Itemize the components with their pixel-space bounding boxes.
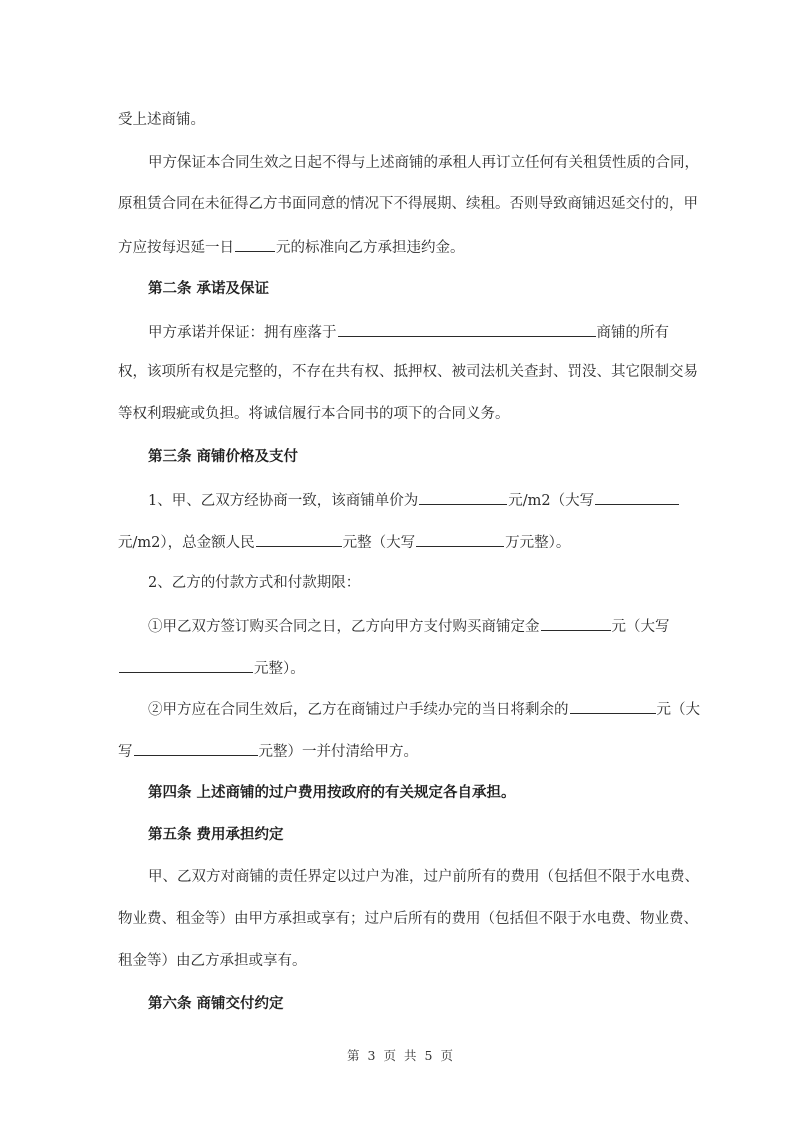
text-segment: 元整）一并付清给甲方。 bbox=[258, 744, 418, 760]
footer-prefix: 第 bbox=[347, 1048, 360, 1063]
paragraph-line bbox=[148, 698, 700, 720]
article-6-heading: 第六条 商铺交付约定 bbox=[148, 995, 284, 1012]
paragraph-line: 原租赁合同在未征得乙方书面同意的情况下不得展期、续租。否则导致商铺迟延交付的，甲 bbox=[118, 196, 698, 212]
fill-in-blank[interactable] bbox=[595, 489, 679, 505]
page-footer bbox=[0, 1047, 800, 1065]
fill-in-blank[interactable] bbox=[541, 615, 611, 631]
text-segment: 元（大 bbox=[656, 702, 700, 718]
paragraph-line bbox=[118, 236, 688, 258]
paragraph-line: 权，该项所有权是完整的，不存在共有权、抵押权、被司法机关查封、罚没、其它限制交易 bbox=[118, 364, 698, 380]
text-segment: 元的标准向乙方承担违约金。 bbox=[276, 240, 465, 256]
fill-in-blank[interactable] bbox=[134, 740, 258, 756]
footer-suffix: 页 bbox=[440, 1048, 453, 1063]
paragraph-line: 物业费、租金等）由甲方承担或享有；过户后所有的费用（包括但不限于水电费、物业费、 bbox=[118, 911, 698, 927]
text-segment: ②甲方应在合同生效后，乙方在商铺过户手续办完的当日将剩余的 bbox=[148, 702, 569, 718]
fill-in-blank[interactable] bbox=[419, 489, 507, 505]
text-segment: 写 bbox=[118, 744, 133, 760]
text-segment: 元/m2（大写 bbox=[508, 493, 595, 509]
fill-in-blank[interactable] bbox=[256, 531, 342, 547]
footer-total-word: 共 bbox=[404, 1048, 417, 1063]
article-5-heading: 第五条 费用承担约定 bbox=[148, 826, 284, 843]
text-segment: 甲方承诺并保证：拥有座落于 bbox=[148, 325, 337, 341]
paragraph-line bbox=[148, 489, 688, 511]
fill-in-blank[interactable] bbox=[235, 236, 275, 252]
text-segment: 元（大写 bbox=[611, 619, 670, 635]
article-2-heading: 第二条 承诺及保证 bbox=[148, 280, 270, 297]
text-segment: ①甲乙双方签订购买合同之日，乙方向甲方支付购买商铺定金 bbox=[148, 619, 540, 635]
paragraph-line bbox=[148, 321, 688, 343]
paragraph-line: 等权利瑕疵或负担。将诚信履行本合同书的项下的合同义务。 bbox=[118, 406, 510, 422]
fill-in-blank[interactable] bbox=[119, 657, 253, 673]
text-segment: 元整（大写 bbox=[342, 535, 416, 551]
text-segment: 元整）。 bbox=[254, 661, 305, 677]
paragraph-line bbox=[118, 657, 688, 679]
paragraph-line bbox=[118, 740, 688, 762]
text-segment: 商铺的所有 bbox=[596, 325, 669, 341]
article-3-heading: 第三条 商铺价格及支付 bbox=[148, 448, 299, 465]
paragraph-line: 甲、乙双方对商铺的责任界定以过户为准，过户前所有的费用（包括但不限于水电费、 bbox=[148, 869, 699, 885]
article-4-heading: 第四条 上述商铺的过户费用按政府的有关规定各自承担。 bbox=[148, 784, 516, 801]
current-page-number: 3 bbox=[367, 1048, 376, 1063]
text-segment: 元/m2），总金额人民 bbox=[118, 535, 255, 551]
paragraph-line: 受上述商铺。 bbox=[118, 112, 205, 128]
paragraph-line: 租金等）由乙方承担或享有。 bbox=[118, 953, 307, 969]
text-segment: 万元整）。 bbox=[505, 535, 571, 551]
paragraph-line: 甲方保证本合同生效之日起不得与上述商铺的承租人再订立任何有关租赁性质的合同， bbox=[148, 155, 699, 171]
fill-in-blank[interactable] bbox=[570, 698, 656, 714]
paragraph-line: 2、乙方的付款方式和付款期限： bbox=[148, 575, 361, 591]
text-segment: 1、甲、乙双方经协商一致，该商铺单价为 bbox=[148, 493, 419, 509]
paragraph-line bbox=[148, 615, 688, 637]
fill-in-blank[interactable] bbox=[338, 321, 596, 337]
fill-in-blank[interactable] bbox=[416, 531, 504, 547]
paragraph-line bbox=[118, 531, 688, 553]
total-page-number: 5 bbox=[424, 1048, 433, 1063]
text-segment: 方应按每迟延一日 bbox=[118, 240, 234, 256]
footer-page-word: 页 bbox=[383, 1048, 396, 1063]
